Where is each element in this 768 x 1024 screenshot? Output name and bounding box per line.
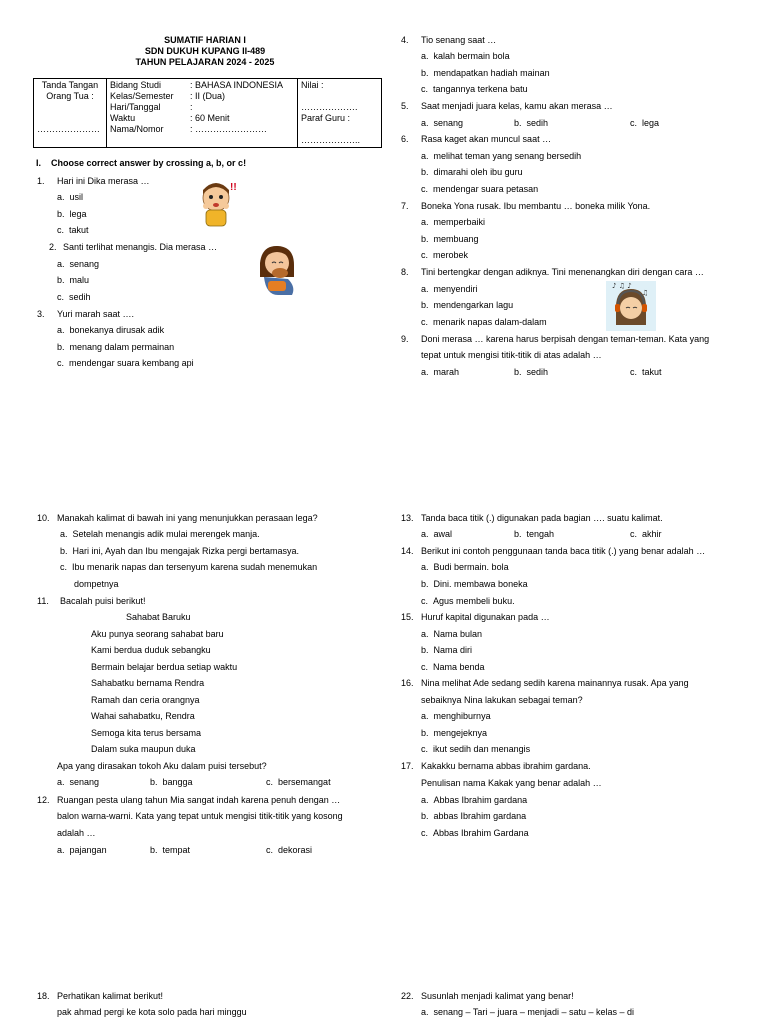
label-subject: Bidang Studi xyxy=(110,80,162,90)
q13-option-b[interactable]: b. tengah xyxy=(514,529,555,539)
title-line-2: SDN DUKUH KUPANG II-489 xyxy=(144,46,266,56)
q16-number: 16. xyxy=(401,678,414,688)
q6-text: Rasa kaget akan muncul saat … xyxy=(421,134,552,144)
score-dots: ………………. xyxy=(301,102,358,112)
q2-text: Santi terlihat menangis. Dia merasa … xyxy=(63,242,218,252)
poem-line: Semoga kita terus bersama xyxy=(91,728,202,738)
q16-option-c[interactable]: c. ikut sedih dan menangis xyxy=(421,744,531,754)
q10-number: 10. xyxy=(37,513,50,523)
q15-number: 15. xyxy=(401,612,414,622)
q5-option-b[interactable]: b. sedih xyxy=(514,118,549,128)
q12-text-line-3: adalah … xyxy=(57,828,96,838)
label-class: Kelas/Semester xyxy=(110,91,174,101)
girl-listening-music-picture xyxy=(606,281,656,331)
q3-option-a[interactable]: a. bonekanya dirusak adik xyxy=(57,325,165,335)
q7-option-b[interactable]: b. membuang xyxy=(421,234,479,244)
q18-text-line-2: pak ahmad pergi ke kota solo pada hari minggu xyxy=(57,1007,247,1017)
q14-option-c[interactable]: c. Agus membeli buku. xyxy=(421,596,515,606)
q6-option-a[interactable]: a. melihat teman yang senang bersedih xyxy=(421,151,582,161)
q1-option-c[interactable]: c. takut xyxy=(57,225,89,235)
q6-option-c[interactable]: c. mendengar suara petasan xyxy=(421,184,539,194)
q14-option-a[interactable]: a. Budi bermain. bola xyxy=(421,562,509,572)
label-date: Hari/Tanggal xyxy=(110,102,161,112)
q16-option-b[interactable]: b. mengejeknya xyxy=(421,728,488,738)
q12-option-b[interactable]: b. tempat xyxy=(150,845,191,855)
q16-option-a[interactable]: a. menghiburnya xyxy=(421,711,491,721)
q8-text: Tini bertengkar dengan adiknya. Tini menenangkan diri dengan cara … xyxy=(421,267,704,277)
parent-sign-dots: ………………… xyxy=(37,124,100,134)
q18-text-line-1: Perhatikan kalimat berikut! xyxy=(57,991,164,1001)
q9-text-line-2: tepat untuk mengisi titik-titik di atas adalah … xyxy=(421,350,602,360)
poem-line: Bermain belajar berdua setiap waktu xyxy=(91,662,238,672)
poem-line: Kami berdua duduk sebangku xyxy=(91,645,211,655)
parent-sign-label-2: Orang Tua : xyxy=(46,91,94,101)
q2-option-c[interactable]: c. sedih xyxy=(57,292,91,302)
q10-option-a[interactable]: a. Setelah menangis adik mulai merengek manja. xyxy=(60,529,260,539)
q5-option-c[interactable]: c. lega xyxy=(630,118,660,128)
q6-option-b[interactable]: b. dimarahi oleh ibu guru xyxy=(421,167,523,177)
poem-line: Wahai sahabatku, Rendra xyxy=(91,711,195,721)
q9-option-c[interactable]: c. takut xyxy=(630,367,662,377)
q17-option-b[interactable]: b. abbas Ibrahim gardana xyxy=(421,811,527,821)
q11-option-c[interactable]: c. bersemangat xyxy=(266,777,331,787)
q14-number: 14. xyxy=(401,546,414,556)
q1-number: 1. xyxy=(37,176,45,186)
value-subject: : BAHASA INDONESIA xyxy=(190,80,284,90)
q14-text: Berikut ini contoh penggunaan tanda baca titik (.) yang benar adalah … xyxy=(421,546,706,556)
info-table xyxy=(33,78,382,148)
q4-text: Tio senang saat … xyxy=(421,35,497,45)
q16-text-line-1: Nina melihat Ade sedang sedih karena mainannya rusak. Apa yang xyxy=(421,678,689,688)
q22-text: Susunlah menjadi kalimat yang benar! xyxy=(421,991,574,1001)
q2-option-b[interactable]: b. malu xyxy=(57,275,90,285)
q9-option-a[interactable]: a. marah xyxy=(421,367,460,377)
q15-text: Huruf kapital digunakan pada … xyxy=(421,612,550,622)
value-class: : II (Dua) xyxy=(190,91,226,101)
q13-text: Tanda baca titik (.) digunakan pada bagian …. suatu kalimat. xyxy=(421,513,663,523)
q13-number: 13. xyxy=(401,513,414,523)
q8-option-c[interactable]: c. menarik napas dalam-dalam xyxy=(421,317,547,327)
parent-sign-label: Tanda Tangan xyxy=(41,80,99,90)
q9-number: 9. xyxy=(401,334,409,344)
section-number: I. xyxy=(36,158,42,168)
q11-text: Bacalah puisi berikut! xyxy=(60,596,146,606)
q8-number: 8. xyxy=(401,267,409,277)
q9-option-b[interactable]: b. sedih xyxy=(514,367,549,377)
poem-line: Ramah dan ceria orangnya xyxy=(91,695,200,705)
q5-text: Saat menjadi juara kelas, kamu akan merasa … xyxy=(421,101,613,111)
q2-number: 2. xyxy=(49,242,57,252)
q3-option-c[interactable]: c. mendengar suara kembang api xyxy=(57,358,194,368)
q1-option-a[interactable]: a. usil xyxy=(57,192,84,202)
q15-option-c[interactable]: c. Nama benda xyxy=(421,662,485,672)
q17-option-c[interactable]: c. Abbas Ibrahim Gardana xyxy=(421,828,529,838)
q5-number: 5. xyxy=(401,101,409,111)
value-date: : xyxy=(190,102,193,112)
title-line-3: TAHUN PELAJARAN 2024 - 2025 xyxy=(135,57,275,67)
label-name: Nama/Nomor xyxy=(110,124,164,134)
crying-girl-picture xyxy=(252,243,300,299)
q3-number: 3. xyxy=(37,309,45,319)
poem-line: Dalam suka maupun duka xyxy=(91,744,196,754)
q4-option-c[interactable]: c. tangannya terkena batu xyxy=(421,84,528,94)
q22-option-a[interactable]: a. senang – Tari – juara – menjadi – satu – kelas – di xyxy=(421,1007,634,1017)
value-time: : 60 Menit xyxy=(190,113,230,123)
title-line-1: SUMATIF HARIAN I xyxy=(164,35,246,45)
poem-line: Aku punya seorang sahabat baru xyxy=(91,629,224,639)
score-cell xyxy=(298,79,382,148)
teacher-sign-label: Paraf Guru : xyxy=(301,113,351,123)
q7-text: Boneka Yona rusak. Ibu membantu … boneka milik Yona. xyxy=(421,201,651,211)
q9-text-line-1: Doni merasa … karena harus berpisah dengan teman-teman. Kata yang xyxy=(421,334,710,344)
q10-text: Manakah kalimat di bawah ini yang menunjukkan perasaan lega? xyxy=(57,513,318,523)
parent-sign-cell xyxy=(34,79,107,148)
q14-option-b[interactable]: b. Dini. membawa boneka xyxy=(421,579,528,589)
q3-text: Yuri marah saat …. xyxy=(57,309,135,319)
q12-text-line-2: balon warna-warni. Kata yang tepat untuk mengisi titik-titik yang kosong xyxy=(57,811,343,821)
q4-number: 4. xyxy=(401,35,409,45)
q17-text-line-2: Penulisan nama Kakak yang benar adalah … xyxy=(421,778,602,788)
teacher-sign-dots: ……………….. xyxy=(301,135,361,145)
q6-number: 6. xyxy=(401,134,409,144)
q15-option-b[interactable]: b. Nama diri xyxy=(421,645,473,655)
q5-option-a[interactable]: a. senang xyxy=(421,118,464,128)
q15-option-a[interactable]: a. Nama bulan xyxy=(421,629,483,639)
score-label: Nilai : xyxy=(301,80,324,90)
q7-number: 7. xyxy=(401,201,409,211)
q17-number: 17. xyxy=(401,761,414,771)
value-name: : …………………… xyxy=(190,124,268,134)
q11-option-a[interactable]: a. senang xyxy=(57,777,100,787)
q10-option-b[interactable]: b. Hari ini, Ayah dan Ibu mengajak Rizka pergi bertamasya. xyxy=(60,546,299,556)
q11-option-b[interactable]: b. bangga xyxy=(150,777,193,787)
q22-number: 22. xyxy=(401,991,414,1001)
q12-option-a[interactable]: a. pajangan xyxy=(57,845,107,855)
subject-cell xyxy=(107,79,298,148)
q8-option-b[interactable]: b. mendengarkan lagu xyxy=(421,300,514,310)
q4-option-a[interactable]: a. kalah bermain bola xyxy=(421,51,510,61)
q7-option-a[interactable]: a. memperbaiki xyxy=(421,217,486,227)
scared-child-picture xyxy=(198,180,242,232)
q10-option-c[interactable]: c. Ibu menarik napas dan tersenyum karena sudah menemukan xyxy=(60,562,318,572)
q10-option-c-continued: dompetnya xyxy=(74,579,119,589)
q4-option-b[interactable]: b. mendapatkan hadiah mainan xyxy=(421,68,550,78)
svg-text:♪ ♫ ♪: ♪ ♫ ♪ xyxy=(612,282,632,290)
q1-text: Hari ini Dika merasa … xyxy=(57,176,150,186)
q13-option-c[interactable]: c. akhir xyxy=(630,529,662,539)
q1-option-b[interactable]: b. lega xyxy=(57,209,87,219)
section-instruction: Choose correct answer by crossing a, b, or c! xyxy=(51,158,247,168)
label-time: Waktu xyxy=(110,113,136,123)
svg-text:!!: !! xyxy=(230,182,237,193)
q17-option-a[interactable]: a. Abbas Ibrahim gardana xyxy=(421,795,528,805)
svg-text:♫: ♫ xyxy=(642,289,649,297)
poem-line: Sahabatku bernama Rendra xyxy=(91,678,205,688)
q11-number: 11. xyxy=(37,596,49,606)
q13-option-a[interactable]: a. awal xyxy=(421,529,453,539)
q7-option-c[interactable]: c. merobek xyxy=(421,250,469,260)
q18-number: 18. xyxy=(37,991,50,1001)
q16-text-line-2: sebaiknya Nina lakukan sebagai teman? xyxy=(421,695,583,705)
q3-option-b[interactable]: b. menang dalam permainan xyxy=(57,342,175,352)
q12-option-c[interactable]: c. dekorasi xyxy=(266,845,313,855)
q11-question: Apa yang dirasakan tokoh Aku dalam puisi tersebut? xyxy=(57,761,267,771)
q8-option-a[interactable]: a. menyendiri xyxy=(421,284,478,294)
q12-number: 12. xyxy=(37,795,50,805)
q17-text-line-1: Kakakku bernama abbas ibrahim gardana. xyxy=(421,761,591,771)
q2-option-a[interactable]: a. senang xyxy=(57,259,100,269)
q12-text-line-1: Ruangan pesta ulang tahun Mia sangat indah karena penuh dengan … xyxy=(57,795,341,805)
poem-title: Sahabat Baruku xyxy=(126,612,191,622)
